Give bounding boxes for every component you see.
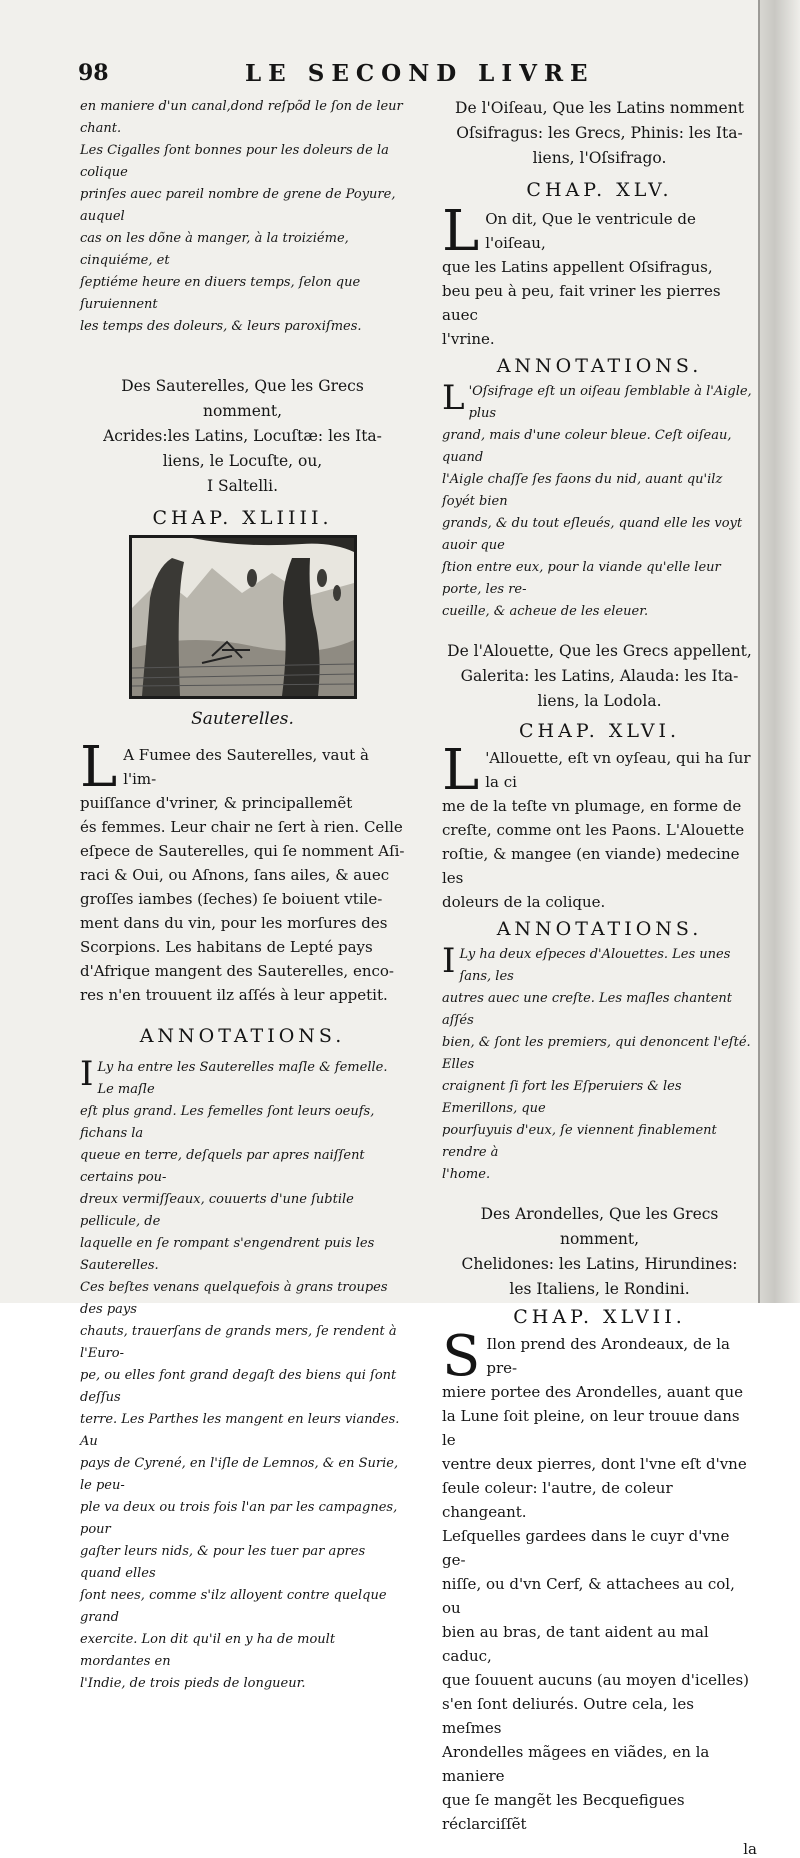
text-line: que ſouuent aucuns (au moyen d'icelles) [442, 1671, 750, 1689]
running-title: LE SECOND LIVRE [245, 60, 595, 87]
text-line: autres auec une creſte. Les maſles chantent aſſés [442, 991, 733, 1028]
text-line: l'Aigle chaſſe ſes faons du nid, auant qu'ilz ſoyét bien [442, 472, 723, 509]
text-line: ventre deux pierres, dont l'vne eſt d'vne [442, 1455, 747, 1473]
annotations-heading: ANNOTATIONS. [139, 1025, 346, 1047]
text-line: dreux vermiſſeaux, couuerts d'une ſubtile pellicule, de [80, 1192, 354, 1229]
drop-cap: L [80, 735, 118, 800]
text-line: 'Oſsifrage eſt un oiſeau ſemblable à l'Aigle, plus [468, 384, 752, 421]
text-line: bien au bras, de tant aident au mal caduc, [442, 1623, 709, 1665]
title-line: Acrides:les Latins, Locuſtæ: les Ita- [103, 427, 382, 445]
text-line: A Fumee des Sauterelles, vaut à l'im- [123, 746, 369, 788]
drop-cap: I [442, 941, 456, 981]
text-line: pays de Cyrené, en l'iſle de Lemnos, & en Surie, le peu- [80, 1456, 399, 1493]
locust-landscape-woodcut [132, 538, 354, 696]
title-line: Des Arondelles, Que les Grecs nomment, [480, 1205, 719, 1248]
title-line: De l'Alouette, Que les Grecs appellent, [447, 642, 752, 660]
woodcut-illustration [129, 535, 357, 699]
section-title-oiseau [442, 96, 757, 171]
title-line: Oſsifragus: les Grecs, Phinis: les Ita- [456, 124, 743, 142]
text-line: la Lune ſoit pleine, on leur trouue dans le [442, 1407, 740, 1449]
text-line: ſeule coleur: l'autre, de coleur changeant. [442, 1479, 673, 1521]
text-line: Les Cigalles ſont bonnes pour les doleurs de la colique [80, 143, 389, 180]
right-column [442, 96, 757, 1858]
title-line: liens, l'Oſsifrago. [532, 149, 667, 167]
chapter-heading: CHAP. XLV. [526, 179, 673, 201]
text-line: exercite. Lon dit qu'il en y ha de moult mordantes en [80, 1632, 336, 1669]
text-line: laquelle en ſe rompant s'engendrent puis les Sauterelles. [80, 1236, 375, 1273]
text-line: Arondelles mãgees en viãdes, en la maniere [442, 1743, 710, 1785]
drop-cap: I [80, 1054, 94, 1094]
text-line: Ly ha deux eſpeces d'Alouettes. Les unes ſans, les [459, 947, 731, 984]
title-line: liens, la Lodola. [537, 692, 662, 710]
title-line: De l'Oiſeau, Que les Latins nomment [455, 99, 744, 117]
text-line: craignent ſi fort les Eſperuiers & les Emerillons, que [442, 1079, 682, 1116]
text-line: les temps des doleurs, & leurs paroxiſmes. [80, 319, 362, 334]
catchword: la [743, 1840, 757, 1858]
chapter-heading: CHAP. XLVII. [513, 1306, 686, 1328]
text-line: l'home. [442, 1167, 491, 1182]
text-line: pe, ou elles font grand degaſt des biens qui ſont deſſus [80, 1368, 397, 1405]
text-line: groſſes iambes (ſeches) ſe boiuent vtile- [80, 890, 383, 908]
title-line: Des Sauterelles, Que les Grecs nomment, [121, 377, 364, 420]
text-line: miere portee des Arondelles, auant que [442, 1383, 744, 1401]
text-line: On dit, Que le ventricule de l'oiſeau, [485, 210, 696, 252]
page-number: 98 [78, 60, 109, 86]
drop-cap: L [442, 378, 465, 418]
text-line: roſtie, & mangee (en viande) medecine les [442, 845, 740, 887]
text-line: grand, mais d'une coleur bleue. Ceſt oiſeau, quand [442, 428, 732, 465]
drop-cap: L [442, 738, 480, 803]
text-line: eſpece de Sauterelles, qui ſe nomment Aſi- [80, 842, 405, 860]
chapter-heading: CHAP. XLVI. [519, 720, 680, 742]
text-line: doleurs de la colique. [442, 893, 606, 911]
text-line: és femmes. Leur chair ne ſert à rien. Celle [80, 818, 403, 836]
chapter-heading: CHAP. XLIIII. [152, 507, 333, 529]
text-line: l'vrine. [442, 330, 495, 348]
text-line: cueille, & acheue de les eleuer. [442, 604, 649, 619]
text-line: Ly ha entre les Sauterelles maſle & femelle. Le maſle [97, 1060, 388, 1097]
text-line: res n'en trouuent ilz aſſés à leur appetit. [80, 986, 388, 1004]
text-line: eſt plus grand. Les femelles ſont leurs oeufs, fichans la [80, 1104, 375, 1141]
drop-cap: L [442, 199, 480, 264]
text-line: Leſquelles gardees dans le cuyr d'vne ge- [442, 1527, 730, 1569]
text-line: Scorpions. Les habitans de Lepté pays [80, 938, 373, 956]
text-line: beu peu à peu, fait vriner les pierres auec [442, 282, 721, 324]
text-line: ſeptiéme heure en diuers temps, ſelon que ſuruiennent [80, 275, 361, 312]
title-line: Galerita: les Latins, Alauda: les Ita- [460, 667, 739, 685]
page-gutter [758, 0, 800, 1303]
text-line: l'Indie, de trois pieds de longueur. [80, 1676, 306, 1691]
chapter-body [442, 1324, 757, 1836]
chapter-body [80, 735, 405, 1007]
text-line: 'Allouette, eſt vn oyſeau, qui ha ſur la ci [485, 749, 751, 791]
text-line: puiſſance d'vriner, & principallemẽt [80, 794, 353, 812]
section-title-arondelles [442, 1202, 757, 1302]
drop-cap: S [442, 1324, 481, 1389]
text-line: terre. Les Parthes les mangent en leurs viandes. Au [80, 1412, 400, 1449]
section-title-alouette [442, 639, 757, 714]
left-column [80, 96, 405, 1695]
text-line: ment dans du vin, pour les morſures des [80, 914, 388, 932]
text-line: niſſe, ou d'vn Cerf, & attachees au col, ou [442, 1575, 735, 1617]
annotation-body [442, 941, 757, 1186]
text-line: prinſes auec pareil nombre de grene de Poyure, auquel [80, 187, 396, 224]
text-line: grands, & du tout eſleués, quand elle les voyt auoir que [442, 516, 743, 553]
text-line: raci & Oui, ou Aſnons, ſans ailes, & auec [80, 866, 390, 884]
text-line: que ſe mangẽt les Becquefigues réclarciſſẽt [442, 1791, 685, 1833]
title-line: liens, le Locuſte, ou, [162, 452, 323, 470]
annotation-body [442, 378, 757, 623]
text-line: me de la teſte vn plumage, en forme de [442, 797, 742, 815]
chapter-body [442, 199, 757, 351]
annotations-heading: ANNOTATIONS. [496, 355, 703, 377]
text-line: ſont nees, comme s'ilz alloyent contre quelque grand [80, 1588, 387, 1625]
text-line: ple va deux ou trois fois l'an par les campagnes, pour [80, 1500, 398, 1537]
illustration-caption: Sauterelles. [191, 709, 294, 729]
text-line: creſte, comme ont les Paons. L'Alouette [442, 821, 745, 839]
text-line: Ces beſtes venans quelquefois à grans troupes des pays [80, 1280, 388, 1317]
text-line: s'en ſont deliurés. Outre cela, les meſmes [442, 1695, 694, 1737]
binding-edge [758, 0, 760, 1303]
text-line: bien, & ſont les premiers, qui denoncent l'eſté. Elles [442, 1035, 751, 1072]
annotations-heading: ANNOTATIONS. [496, 918, 703, 940]
continued-annotation [80, 96, 405, 338]
text-line: ſtion entre eux, pour la viande qu'elle leur porte, les re- [442, 560, 721, 597]
text-line: pourſuyuis d'eux, ſe viennent finablement rendre à [442, 1123, 717, 1160]
title-line: les Italiens, le Rondini. [509, 1280, 690, 1298]
title-line: Chelidones: les Latins, Hirundines: [461, 1255, 738, 1273]
text-line: queue en terre, deſquels par apres naiſſent certains pou- [80, 1148, 365, 1185]
chapter-body [442, 738, 757, 914]
section-title-sauterelles [80, 374, 405, 499]
annotation-body [80, 1054, 405, 1695]
text-line: cas on les dõne à manger, à la troiziéme, cinquiéme, et [80, 231, 349, 268]
title-line: I Saltelli. [206, 477, 279, 495]
text-line: Ilon prend des Arondeaux, de la pre- [486, 1335, 730, 1377]
text-line: gaſter leurs nids, & pour les tuer par apres quand elles [80, 1544, 366, 1581]
text-line: chauts, trauerſans de grands mers, ſe rendent à l'Euro- [80, 1324, 397, 1361]
text-line: que les Latins appellent Oſsifragus, [442, 258, 713, 276]
text-line: en maniere d'un canal,dond reſpõd le ſon de leur chant. [80, 99, 403, 136]
text-line: d'Afrique mangent des Sauterelles, enco- [80, 962, 395, 980]
